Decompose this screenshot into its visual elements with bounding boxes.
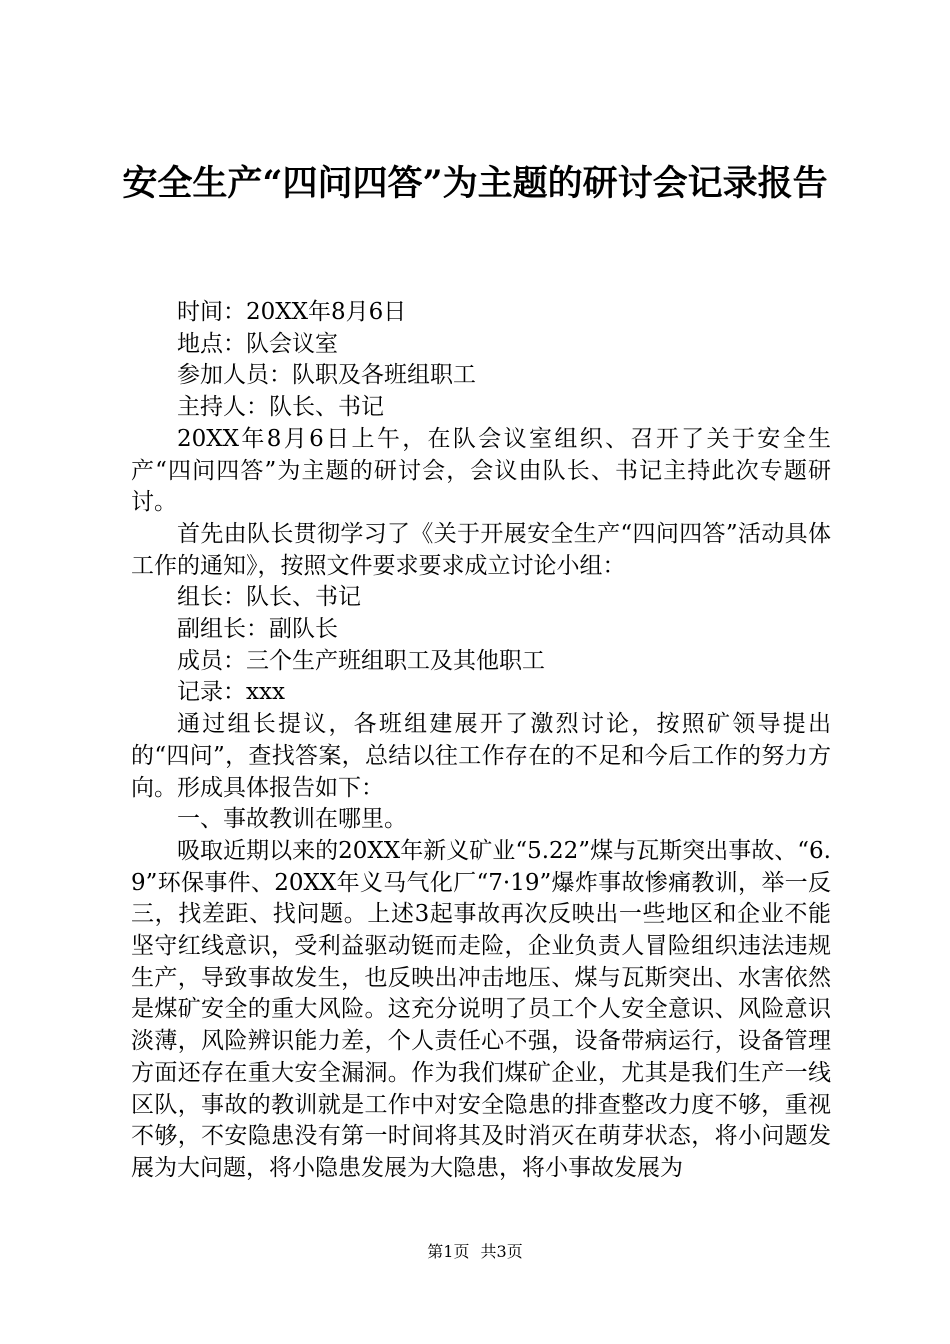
paragraph-attendees: 参加人员：队职及各班组职工	[177, 362, 476, 389]
page-number-current: 第1页	[427, 1242, 470, 1261]
paragraph-intro: 20XX年8月6日上午，在队会议室组织、召开了关于安全生产“四问四答”为主题的研讨会，会议由队长、书记主持此次专题研讨。	[131, 425, 831, 516]
paragraph-recorder: 记录：xxx	[177, 679, 285, 706]
paragraph-discussion: 通过组长提议，各班组建展开了激烈讨论，按照矿领导提出的“四问”，查找答案，总结以往工作存在的不足和今后工作的努力方向。形成具体报告如下：	[131, 711, 831, 801]
paragraph-study: 首先由队长贯彻学习了《关于开展安全生产“四问四答”活动具体工作的通知》，按照文件要求要求成立讨论小组：	[131, 520, 831, 579]
paragraph-leader: 组长：队长、书记	[177, 584, 361, 611]
paragraph-location: 地点：队会议室	[177, 330, 338, 357]
section-heading-1: 一、事故教训在哪里。	[177, 806, 407, 833]
paragraph-members: 成员：三个生产班组职工及其他职工	[177, 647, 545, 674]
paragraph-host: 主持人：队长、书记	[177, 394, 384, 421]
paragraph-lessons: 吸取近期以来的20XX年新义矿业“5.22”煤与瓦斯突出事故、“6.9”环保事件、20XX年义马气化厂“7·19”爆炸事故惨痛教训，举一反三，找差距、找问题。上述3起事故再次反映出一些地区和企业不能坚守红线意识，受利益驱动铤而走险，企业负责人冒险组织违法违规生产，导致事故发生，也反映出冲击地压、煤与瓦斯突出、水害依然是煤矿安全的重大风险。这充分说明了员工个人安全意识、风险意识淡薄，风险辨识能力差，个人责任心不强，设备带病运行，设备管理方面还存在重大安全漏洞。作为我们煤矿企业，尤其是我们生产一线区队，事故的教训就是工作中对安全隐患的排查整改力度不够，重视不够，不安隐患没有第一时间将其及时消灭在萌芽状态，将小问题发展为大问题，将小隐患发展为大隐患，将小事故发展为	[131, 837, 831, 1181]
page-footer	[0, 1242, 950, 1262]
page-number-total: 共3页	[480, 1242, 523, 1261]
document-title: 安全生产“四问四答”为主题的研讨会记录报告	[122, 163, 828, 204]
paragraph-deputy: 副组长：副队长	[177, 616, 338, 643]
paragraph-time: 时间：20XX年8月6日	[177, 299, 407, 325]
document-body	[131, 297, 831, 1185]
